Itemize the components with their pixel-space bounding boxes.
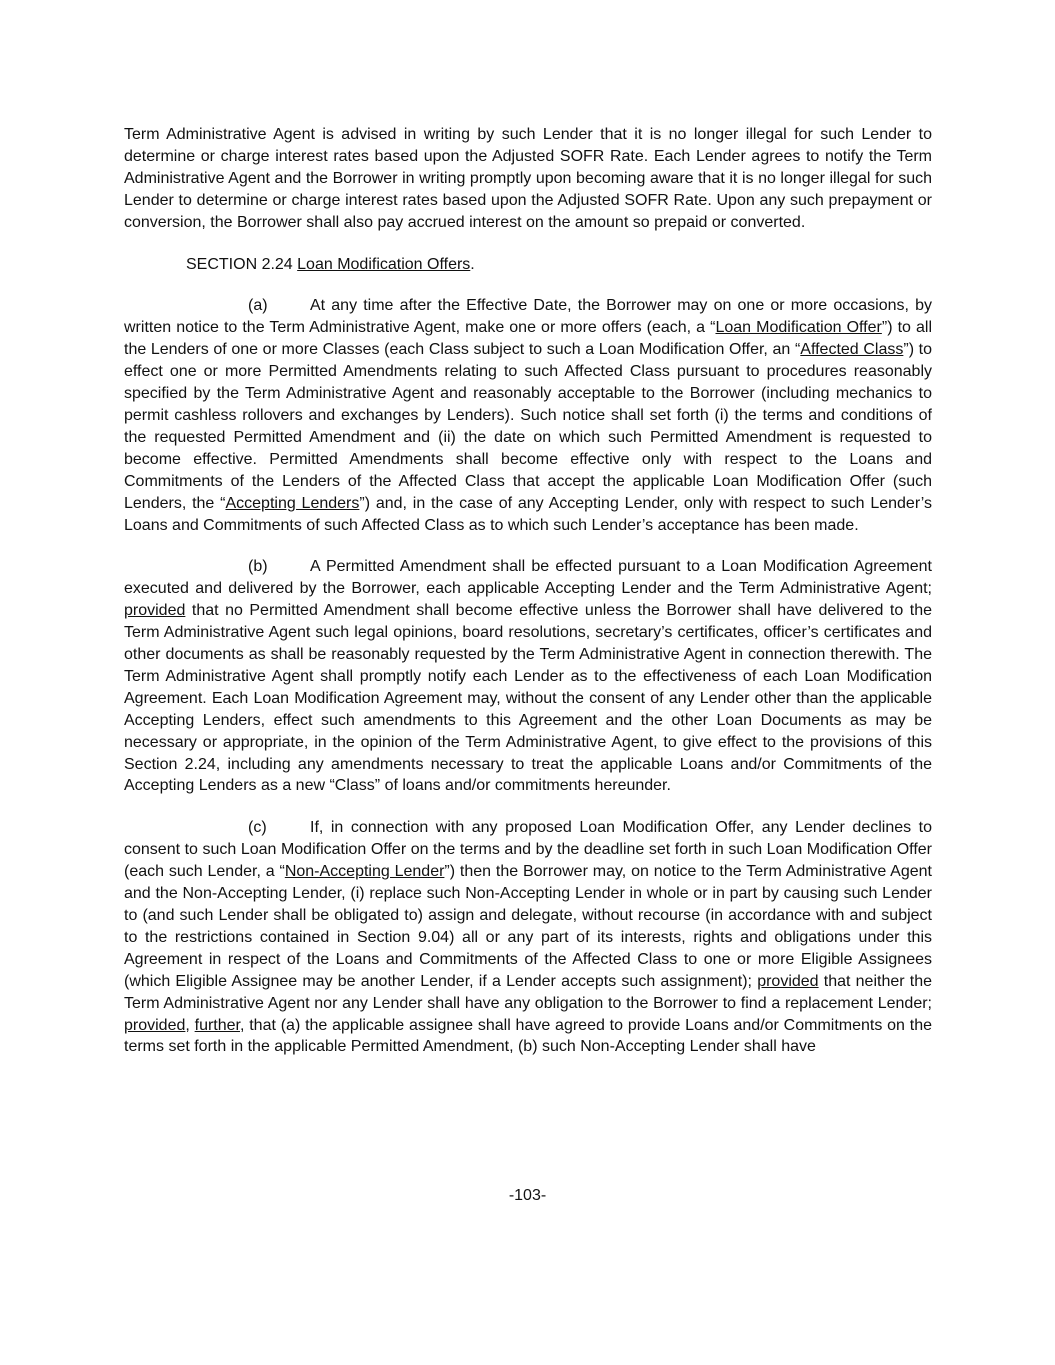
- section-heading: [124, 254, 932, 276]
- page-number: -103-: [508, 1187, 547, 1204]
- paragraph-a-text-4: ”) and, in the case of any Accepting Lender, only with respect to such Lender’s Loans and Commitments of such Affected Class as to which such Lender’s acceptance has been made.: [124, 494, 933, 534]
- paragraph-c-text-5: , that (a) the applicable assignee shall have agreed to provide Loans and/or Commitments on the terms set forth in the applicable Permitted Amendment, (b) such Non-Accepting Lender shall have: [124, 1016, 932, 1056]
- paragraph-c-text-1: If, in connection with any proposed Loan Modification Offer, any Lender declines to consent to such Loan Modification Offer on the terms and by the deadline set forth in such Loan Modification Offer (each such Lender, a “: [124, 819, 932, 881]
- paragraph-c-text-3: that neither the Term Administrative Agent nor any Lender shall have any obligation to the Borrower to find a replacement Lender;: [124, 972, 933, 1012]
- term-provided-2: provided: [124, 1016, 186, 1034]
- paragraph-a-label: (a): [248, 297, 268, 315]
- paragraph-a-text-3: ”) to effect one or more Permitted Amendments relating to such Affected Class pursuant to procedures reasonably specified by the Term Administrative Agent and reasonably acceptable to the Borrower (including mechanics to permit cashless rollovers and exchanges by Lenders). Such notice shall set forth (i) the terms and conditions of the requested Permitted Amendment and (ii) the date on which such Permitted Amendment is requested to become effective. Permitted Amendments shall become effective only with respect to the Loans and Commitments of the Lenders of the Affected Class that accept the applicable Loan Modification Offer (such Lenders, the “: [124, 341, 933, 512]
- section-title: Loan Modification Offers: [297, 255, 471, 273]
- defined-term-accepting-lenders: Accepting Lenders: [225, 494, 360, 512]
- paragraph-c-label: (c): [248, 819, 267, 837]
- continuation-paragraph: Term Administrative Agent is advised in writing by such Lender that it is no longer illegal for such Lender to determine or charge interest rates based upon the Adjusted SOFR Rate. Each Lender agrees to notify the Term Administrative Agent and the Borrower in writing promptly upon becoming aware that it is no longer illegal for such Lender to determine or charge interest rates based upon the Adjusted SOFR Rate. Upon any such prepayment or conversion, the Borrower shall also pay accrued interest on the amount so prepaid or converted.: [124, 126, 932, 231]
- paragraph-c-text-2: ”) then the Borrower may, on notice to the Term Administrative Agent and the Non-Accepting Lender, (i) replace such Non-Accepting Lender in whole or in part by causing such Lender to (and such Lender shall be obligated to) assign and delegate, without recourse (in accordance with and subject to the restrictions contained in Section 9.04) all or any part of its interests, rights and obligations under this Agreement in respect of the Loans and Commitments of the Affected Class to one or more Eligible Assignees (which Eligible Assignee may be another Lender, if a Lender accepts such assignment);: [124, 863, 932, 990]
- defined-term-non-accepting-lender: Non-Accepting Lender: [284, 863, 445, 881]
- paragraph-b-text-2: that no Permitted Amendment shall become effective unless the Borrower shall have delivered to the Term Administrative Agent such legal opinions, board resolutions, secretary’s certificates, officer’s certificates and other documents as shall be reasonably requested by the Term Administrative Agent in connection therewith. The Term Administrative Agent shall promptly notify each Lender as to the effectiveness of each Loan Modification Agreement. Each Loan Modification Agreement may, without the consent of any Lender other than the applicable Accepting Lenders, effect such amendments to this Agreement and the other Loan Documents as may be necessary or appropriate, in the opinion of the Term Administrative Agent, to give effect to the provisions of this Section 2.24, including any amendments necessary to treat the applicable Loans and/or Commitments of the Accepting Lenders as a new “Class” of loans and/or commitments hereunder.: [124, 602, 932, 795]
- section-number: SECTION 2.24: [186, 255, 293, 273]
- paragraph-a-text-2: ”) to all the Lenders of one or more Classes (each Class subject to such a Loan Modification Offer, an “: [124, 319, 932, 359]
- section-title-period: .: [470, 255, 475, 273]
- term-further: further: [194, 1016, 240, 1034]
- paragraph-b: [124, 556, 932, 797]
- paragraph-a-text-1: At any time after the Effective Date, the Borrower may on one or more occasions, by written notice to the Term Administrative Agent, make one or more offers (each, a “: [124, 297, 932, 337]
- paragraph-c-text-4: ,: [185, 1016, 195, 1034]
- term-provided: provided: [757, 972, 819, 990]
- paragraph-b-text-1: A Permitted Amendment shall be effected pursuant to a Loan Modification Agreement executed and delivered by the Borrower, each applicable Accepting Lender and the Term Administrative Agent;: [124, 558, 932, 598]
- paragraph-a: [124, 295, 932, 536]
- defined-term-affected-class: Affected Class: [800, 341, 904, 359]
- document-page: [124, 124, 932, 1058]
- paragraph-b-label: (b): [248, 558, 268, 576]
- defined-term-loan-modification-offer: Loan Modification Offer: [715, 319, 882, 337]
- paragraph-c: [124, 817, 932, 1058]
- term-provided: provided: [124, 602, 186, 620]
